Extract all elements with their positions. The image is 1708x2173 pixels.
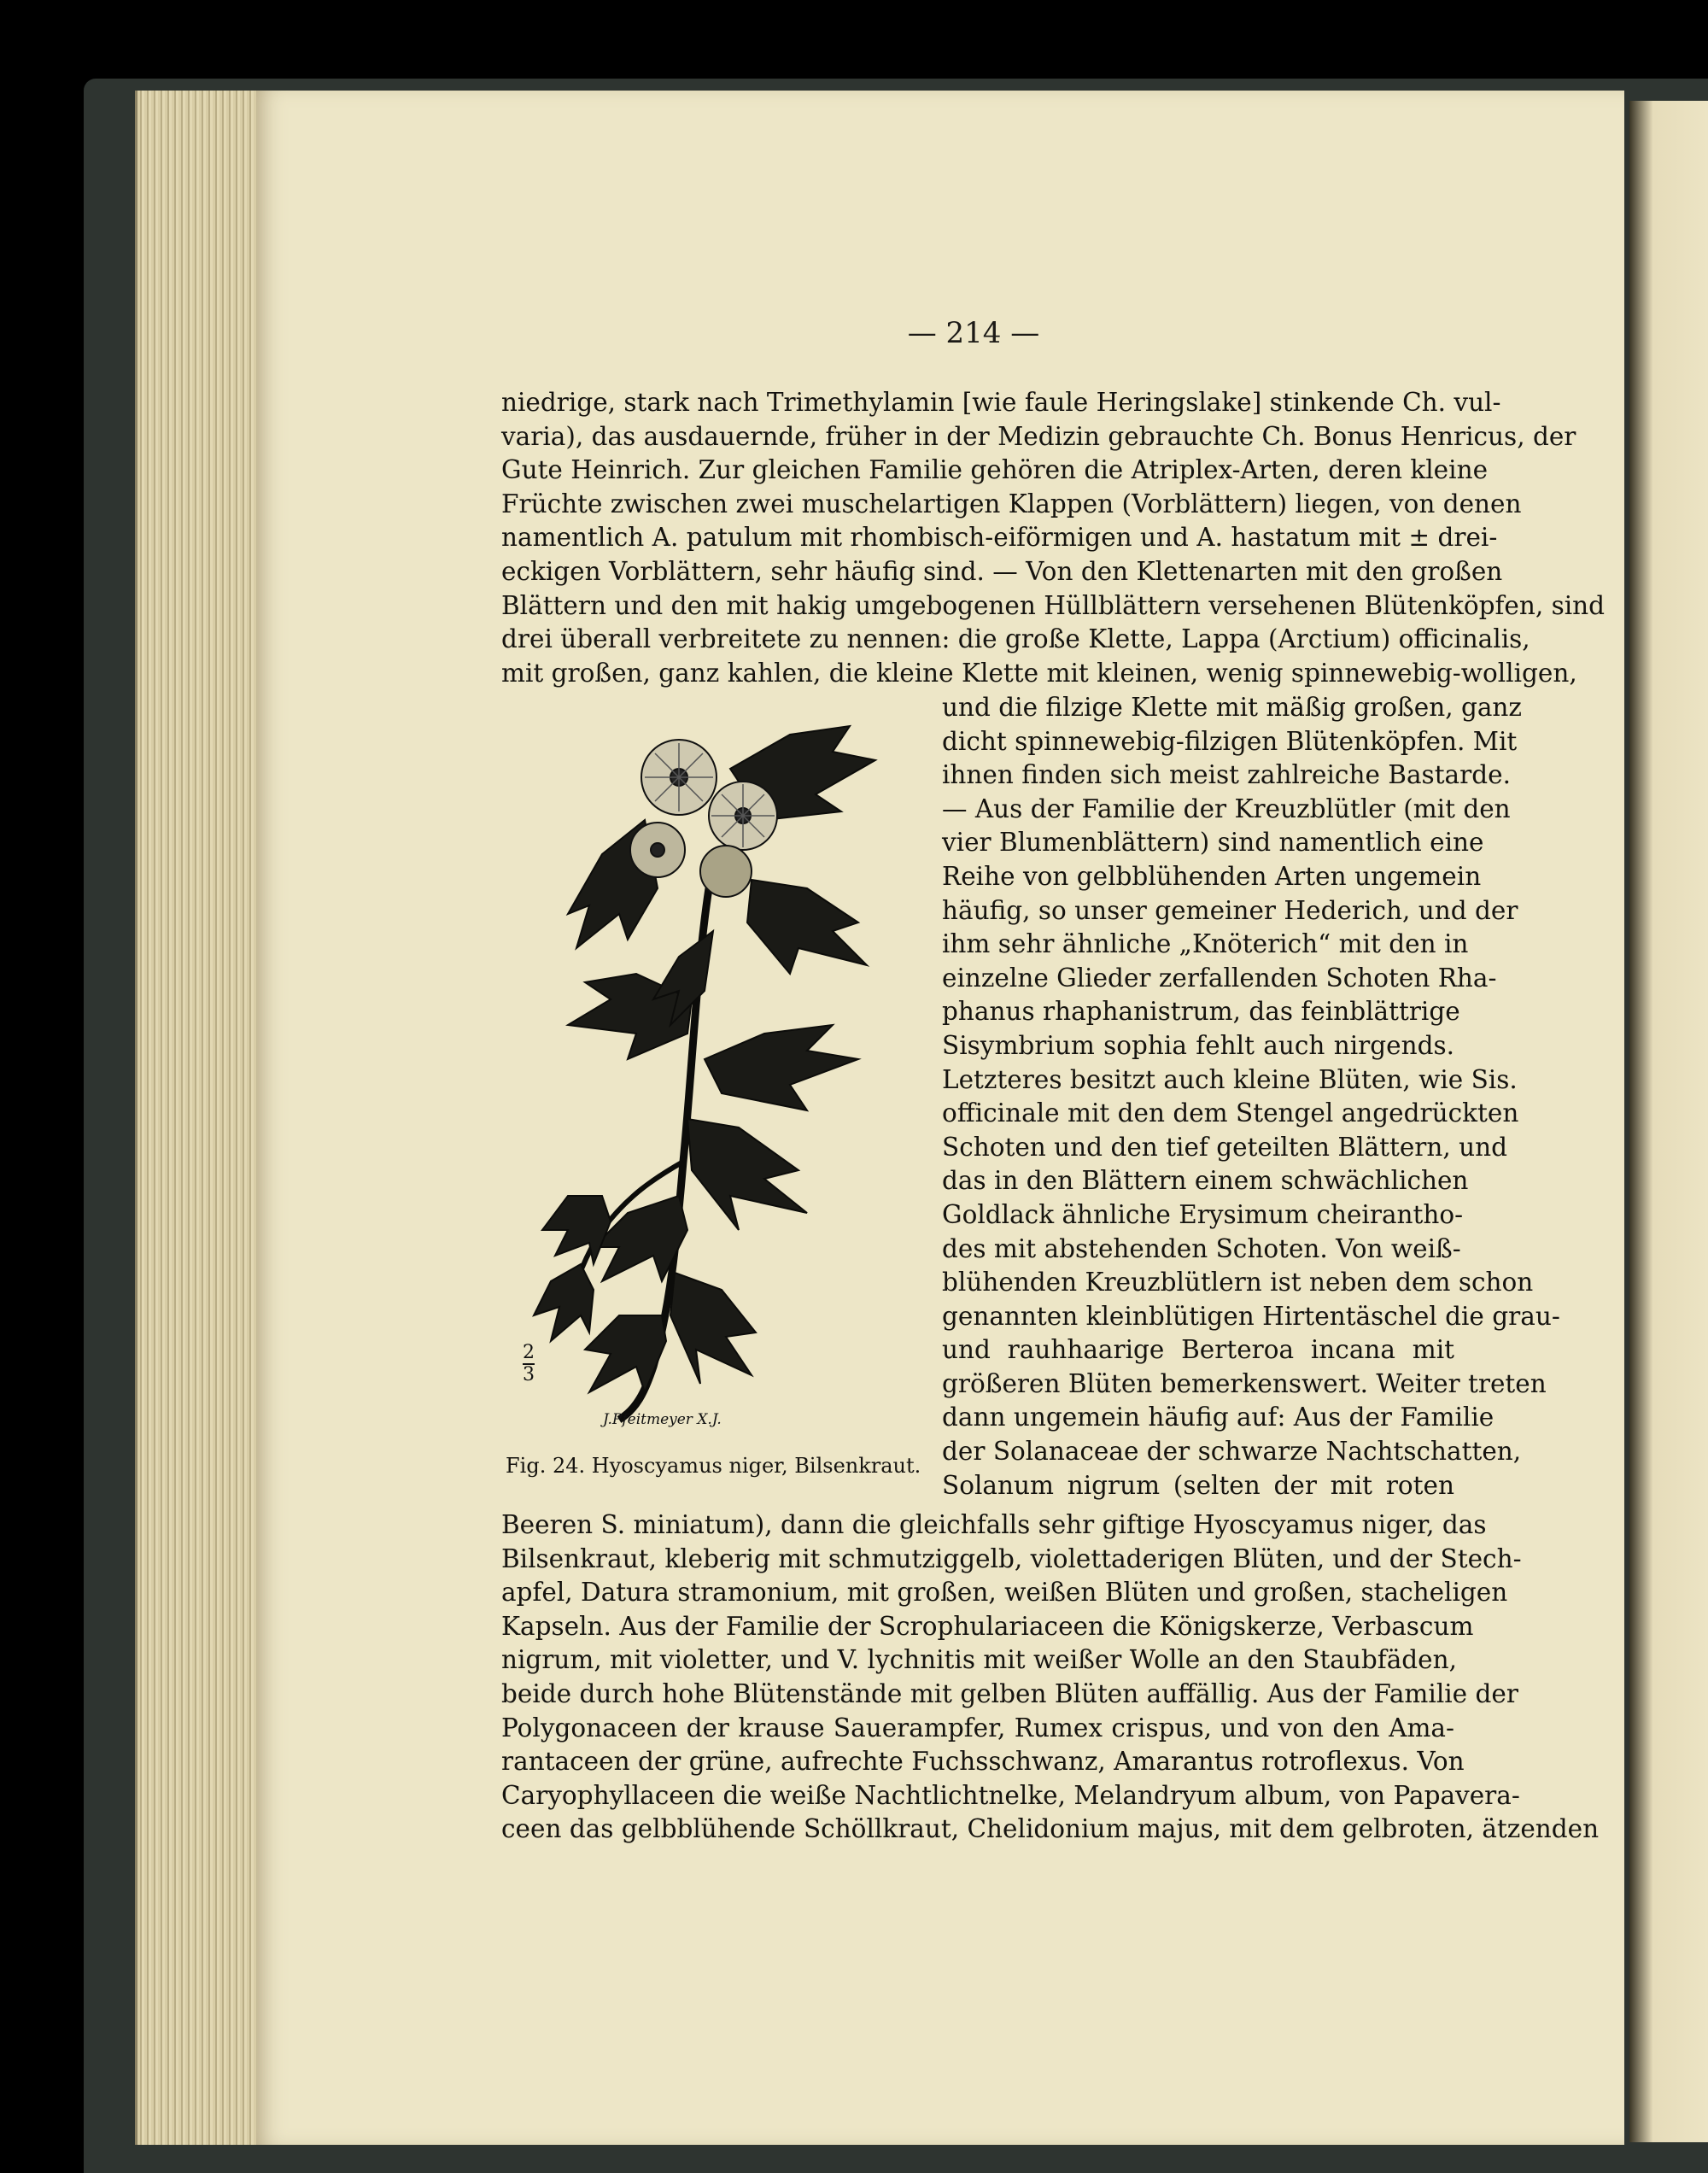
text-line: und rauhhaarige Berteroa incana mit — [942, 1335, 1454, 1365]
text-line: größeren Blüten bemerkenswert. Weiter treten — [942, 1368, 1547, 1398]
text-line: Reihe von gelbblühenden Arten ungemein — [942, 861, 1482, 891]
henbane-illustration — [508, 718, 922, 1444]
text-line: — Aus der Familie der Kreuzblütler (mit den — [942, 794, 1511, 823]
text-line: Blättern und den mit hakig umgebogenen Hüllblättern versehenen Blütenköpfen, sind — [501, 590, 1606, 620]
text-line: eckigen Vorblättern, sehr häufig sind. — Von den Klettenarten mit den großen — [501, 556, 1503, 586]
page-number: — 214 — — [907, 316, 1040, 350]
text-line: Letzteres besitzt auch kleine Blüten, wie Sis. — [942, 1064, 1518, 1094]
text-line: dicht spinnewebig-filzigen Blütenköpfen. Mit — [942, 726, 1518, 756]
text-line: Polygonaceen der krause Sauerampfer, Rumex crispus, und von den Ama- — [501, 1713, 1454, 1742]
text-line: Sisymbrium sophia fehlt auch nirgends. — [942, 1030, 1454, 1060]
text-line: Bilsenkraut, kleberig mit schmutziggelb, violettaderigen Blüten, und der Stech- — [501, 1543, 1522, 1573]
text-line: Goldlack ähnliche Erysimum cheirantho- — [942, 1199, 1464, 1229]
text-line: Kapseln. Aus der Familie der Scrophulariaceen die Königskerze, Verbascum — [501, 1611, 1474, 1641]
text-line: Caryophyllaceen die weiße Nachtlichtnelke, Melandryum album, von Papavera- — [501, 1780, 1520, 1810]
text-line: blühenden Kreuzblütlern ist neben dem schon — [942, 1268, 1534, 1297]
text-line: dann ungemein häufig auf: Aus der Familie — [942, 1403, 1494, 1432]
text-line: nigrum, mit violetter, und V. lychnitis mit weißer Wolle an den Staubfäden, — [501, 1645, 1457, 1675]
text-line: einzelne Glieder zerfallenden Schoten Rha- — [942, 963, 1497, 993]
facing-page-edge — [1629, 101, 1708, 2142]
text-line: apfel, Datura stramonium, mit großen, weißen Blüten und großen, stacheligen — [501, 1578, 1508, 1608]
text-line: der Solanaceae der schwarze Nachtschatten, — [942, 1437, 1522, 1467]
text-line: niedrige, stark nach Trimethylamin [wie faule Heringslake] stinkende Ch. vul- — [501, 388, 1501, 417]
text-line: Gute Heinrich. Zur gleichen Familie gehören die Atriplex-Arten, deren kleine — [501, 455, 1489, 485]
text-line: rantaceen der grüne, aufrechte Fuchsschwanz, Amarantus rotroflexus. Von — [501, 1747, 1465, 1777]
text-line: Früchte zwischen zwei muschelartigen Klappen (Vorblättern) liegen, von denen — [501, 489, 1522, 518]
text-line: officinale mit den dem Stengel angedrückten — [942, 1098, 1519, 1128]
text-line: genannten kleinblütigen Hirtentäschel die grau- — [942, 1301, 1560, 1331]
figure-caption: Fig. 24. Hyoscyamus niger, Bilsenkraut. — [506, 1454, 921, 1478]
paragraph-right-column — [942, 691, 1560, 1502]
text-line: des mit abstehenden Schoten. Von weiß- — [942, 1233, 1461, 1263]
text-line: mit großen, ganz kahlen, die kleine Klette mit kleinen, wenig spinnewebig-wolligen, — [501, 658, 1577, 688]
text-line: und die filzige Klette mit mäßig großen, ganz — [942, 693, 1522, 722]
text-line: Schoten und den tief geteilten Blättern, und — [942, 1132, 1508, 1162]
scale-label: 2 3 — [523, 1342, 535, 1385]
text-line: varia), das ausdauernde, früher in der Medizin gebrauchte Ch. Bonus Henricus, der — [501, 421, 1576, 451]
text-line: phanus rhaphanistrum, das feinblättrige — [942, 997, 1460, 1027]
text-line: drei überall verbreitete zu nennen: die große Klette, Lappa (Arctium) officinalis, — [501, 624, 1530, 654]
paragraph-top — [501, 386, 1606, 690]
text-line: ihnen finden sich meist zahlreiche Bastarde. — [942, 760, 1511, 790]
text-line: namentlich A. patulum mit rhombisch-eiförmigen und A. hastatum mit ± drei- — [501, 523, 1498, 553]
text-line: Solanum nigrum (selten der mit roten — [942, 1470, 1454, 1500]
engraver-signature: J.Pfeitmeyer X.J. — [603, 1411, 722, 1428]
text-line: das in den Blättern einem schwächlichen — [942, 1166, 1469, 1196]
text-line: ceen das gelbblühende Schöllkraut, Chelidonium majus, mit dem gelbroten, ätzenden — [501, 1814, 1600, 1844]
page-edges — [135, 91, 266, 2145]
text-line: vier Blumenblättern) sind namentlich eine — [942, 828, 1484, 858]
paragraph-bottom — [501, 1508, 1600, 1847]
text-line: beide durch hohe Blütenstände mit gelben Blüten auffällig. Aus der Familie der — [501, 1678, 1518, 1708]
text-line: Beeren S. miniatum), dann die gleichfalls sehr giftige Hyoscyamus niger, das — [501, 1510, 1487, 1539]
text-line: ihm sehr ähnliche „Knöterich“ mit den in — [942, 929, 1469, 959]
text-line: häufig, so unser gemeiner Hederich, und der — [942, 895, 1518, 925]
